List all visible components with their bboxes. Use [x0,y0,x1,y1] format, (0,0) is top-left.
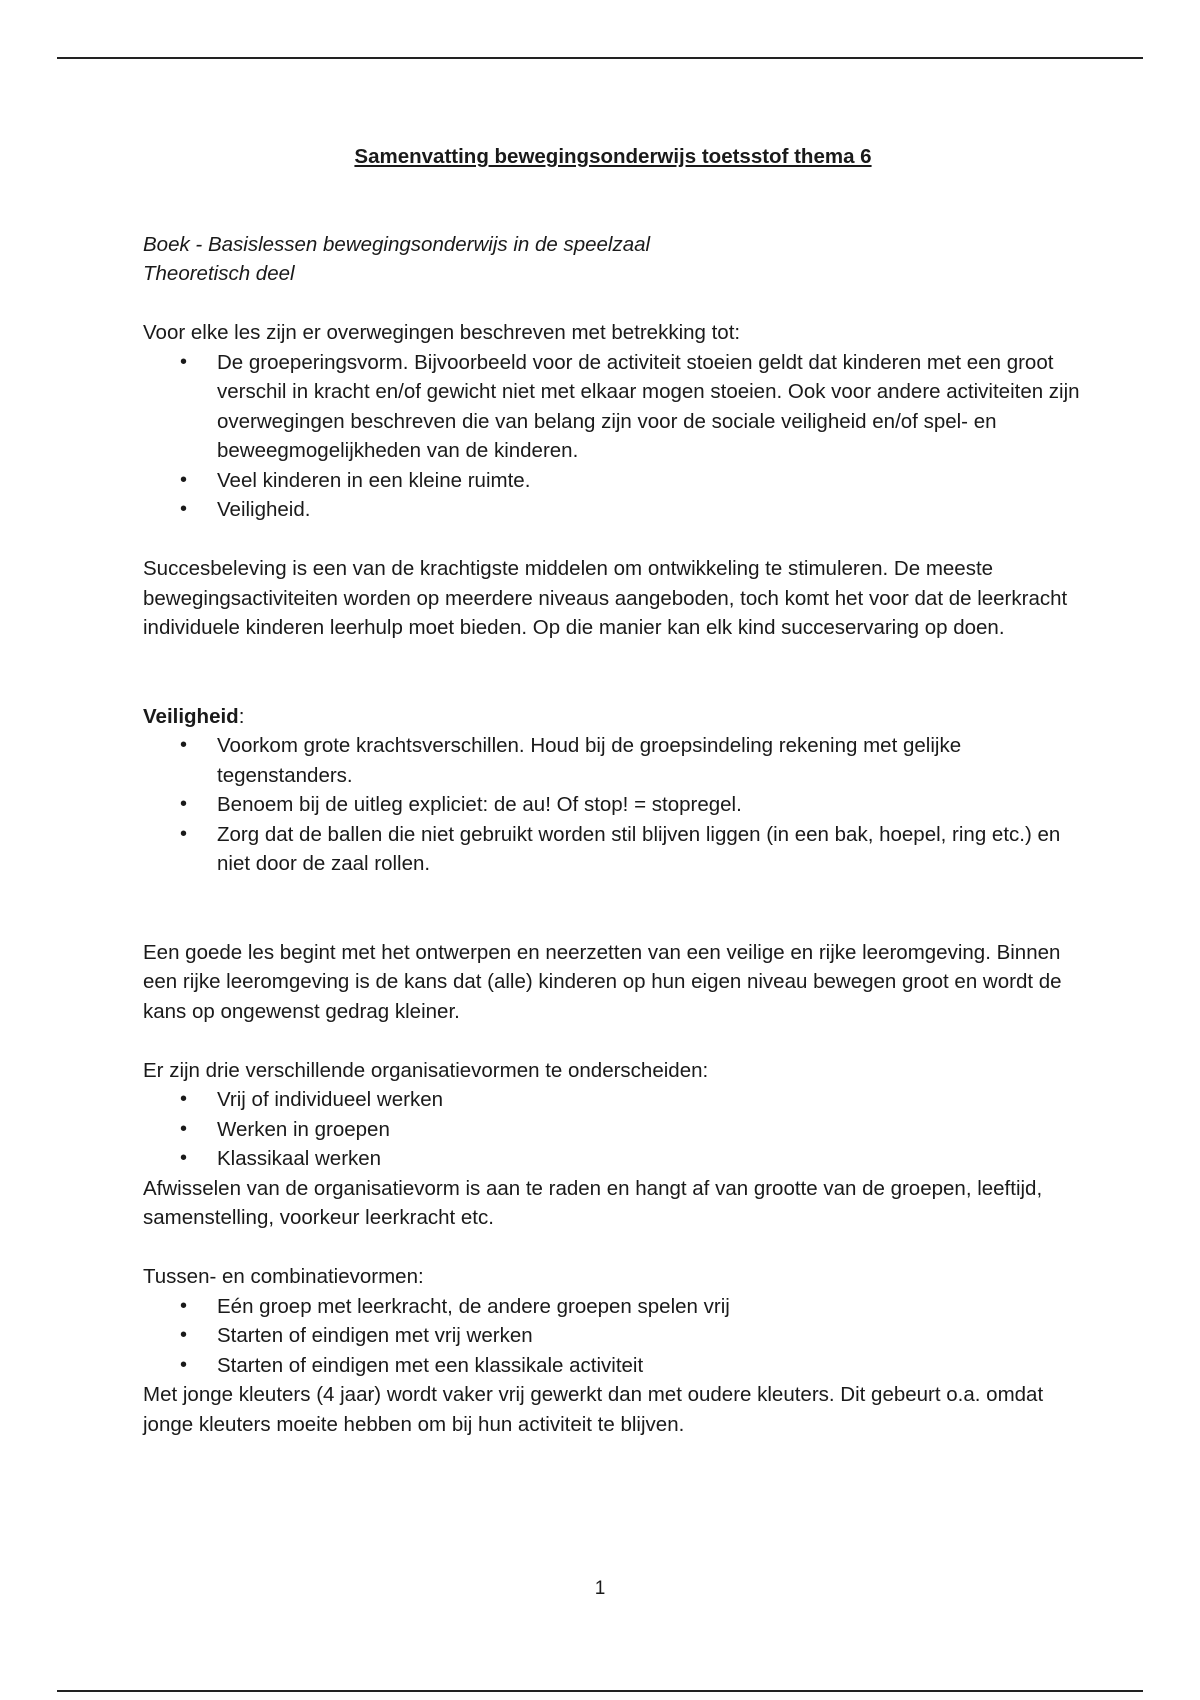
list-item: • De groeperingsvorm. Bijvoorbeeld voor de activiteit stoeien geldt dat kinderen met een groot verschil in kracht en/of gewicht niet met elkaar mogen stoeien. Ook voor andere activiteiten zijn overwegingen beschreven die van belang zijn voor de sociale veiligheid en/of spel- en beweegmogelijkheden van de kinderen. [217,348,1083,466]
list-item: • Veiligheid. [217,495,1083,525]
source-line-book: Boek - Basislessen bewegingsonderwijs in de speelzaal [143,232,651,256]
safety-heading-label: Veiligheid [143,704,239,728]
list-item: • Starten of eindigen met een klassikale activiteit [217,1351,1083,1381]
list-item: • Voorkom grote krachtsverschillen. Houd bij de groepsindeling rekening met gelijke tegenstanders. [217,731,1083,790]
document-title: Samenvatting bewegingsonderwijs toetsstof thema 6 [354,145,872,168]
list-item: • Benoem bij de uitleg expliciet: de au! Of stop! = stopregel. [217,790,1083,820]
organisation-paragraph: Afwisselen van de organisatievorm is aan te raden en hangt af van grootte van de groepen, leeftijd, samenstelling, voorkeur leerkracht etc. [143,1176,1043,1229]
document-page [143,142,1083,1439]
combination-bullet-list [143,1292,1083,1381]
intro-text: Voor elke les zijn er overwegingen beschreven met betrekking tot: [143,321,741,344]
lesson-paragraph: Een goede les begint met het ontwerpen en neerzetten van een veilige en rijke leeromgeving. Binnen een rijke leeromgeving is de kans dat (alle) kinderen op hun eigen niveau bewegen groot en wordt de kans op ongewenst gedrag kleiner. [143,940,1062,1023]
list-item: • Werken in groepen [217,1115,1083,1145]
list-item: • Veel kinderen in een kleine ruimte. [217,466,1083,496]
success-paragraph: Succesbeleving is een van de krachtigste middelen om ontwikkeling te stimuleren. De meeste bewegingsactiviteiten worden op meerdere niveaus aangeboden, toch komt het voor dat de leerkracht individuele kinderen leerhulp moet bieden. Op die manier kan elk kind succeservaring op doen. [143,557,1068,639]
closing-paragraph: Met jonge kleuters (4 jaar) wordt vaker vrij gewerkt dan met oudere kleuters. Dit gebeurt o.a. omdat jonge kleuters moeite hebben om bij hun activiteit te blijven. [143,1383,1044,1436]
source-line-part: Theoretisch deel [143,262,295,285]
safety-heading [143,702,1083,732]
list-item: • Zorg dat de ballen die niet gebruikt worden stil blijven liggen (in een bak, hoepel, ring etc.) en niet door de zaal rollen. [217,820,1083,879]
list-item: • Klassikaal werken [217,1144,1083,1174]
list-item: • Eén groep met leerkracht, de andere groepen spelen vrij [217,1292,1083,1322]
list-item: • Starten of eindigen met vrij werken [217,1321,1083,1351]
safety-heading-colon: : [238,704,245,728]
intro-bullet-list [143,348,1083,525]
organisation-bullet-list [143,1085,1083,1174]
bottom-rule [57,1690,1143,1692]
page-number: 1 [594,1578,606,1599]
safety-bullet-list [143,731,1083,879]
organisation-intro: Er zijn drie verschillende organisatievormen te onderscheiden: [143,1058,709,1082]
list-item: • Vrij of individueel werken [217,1085,1083,1115]
combination-intro: Tussen- en combinatievormen: [143,1265,424,1288]
top-rule [57,57,1143,59]
